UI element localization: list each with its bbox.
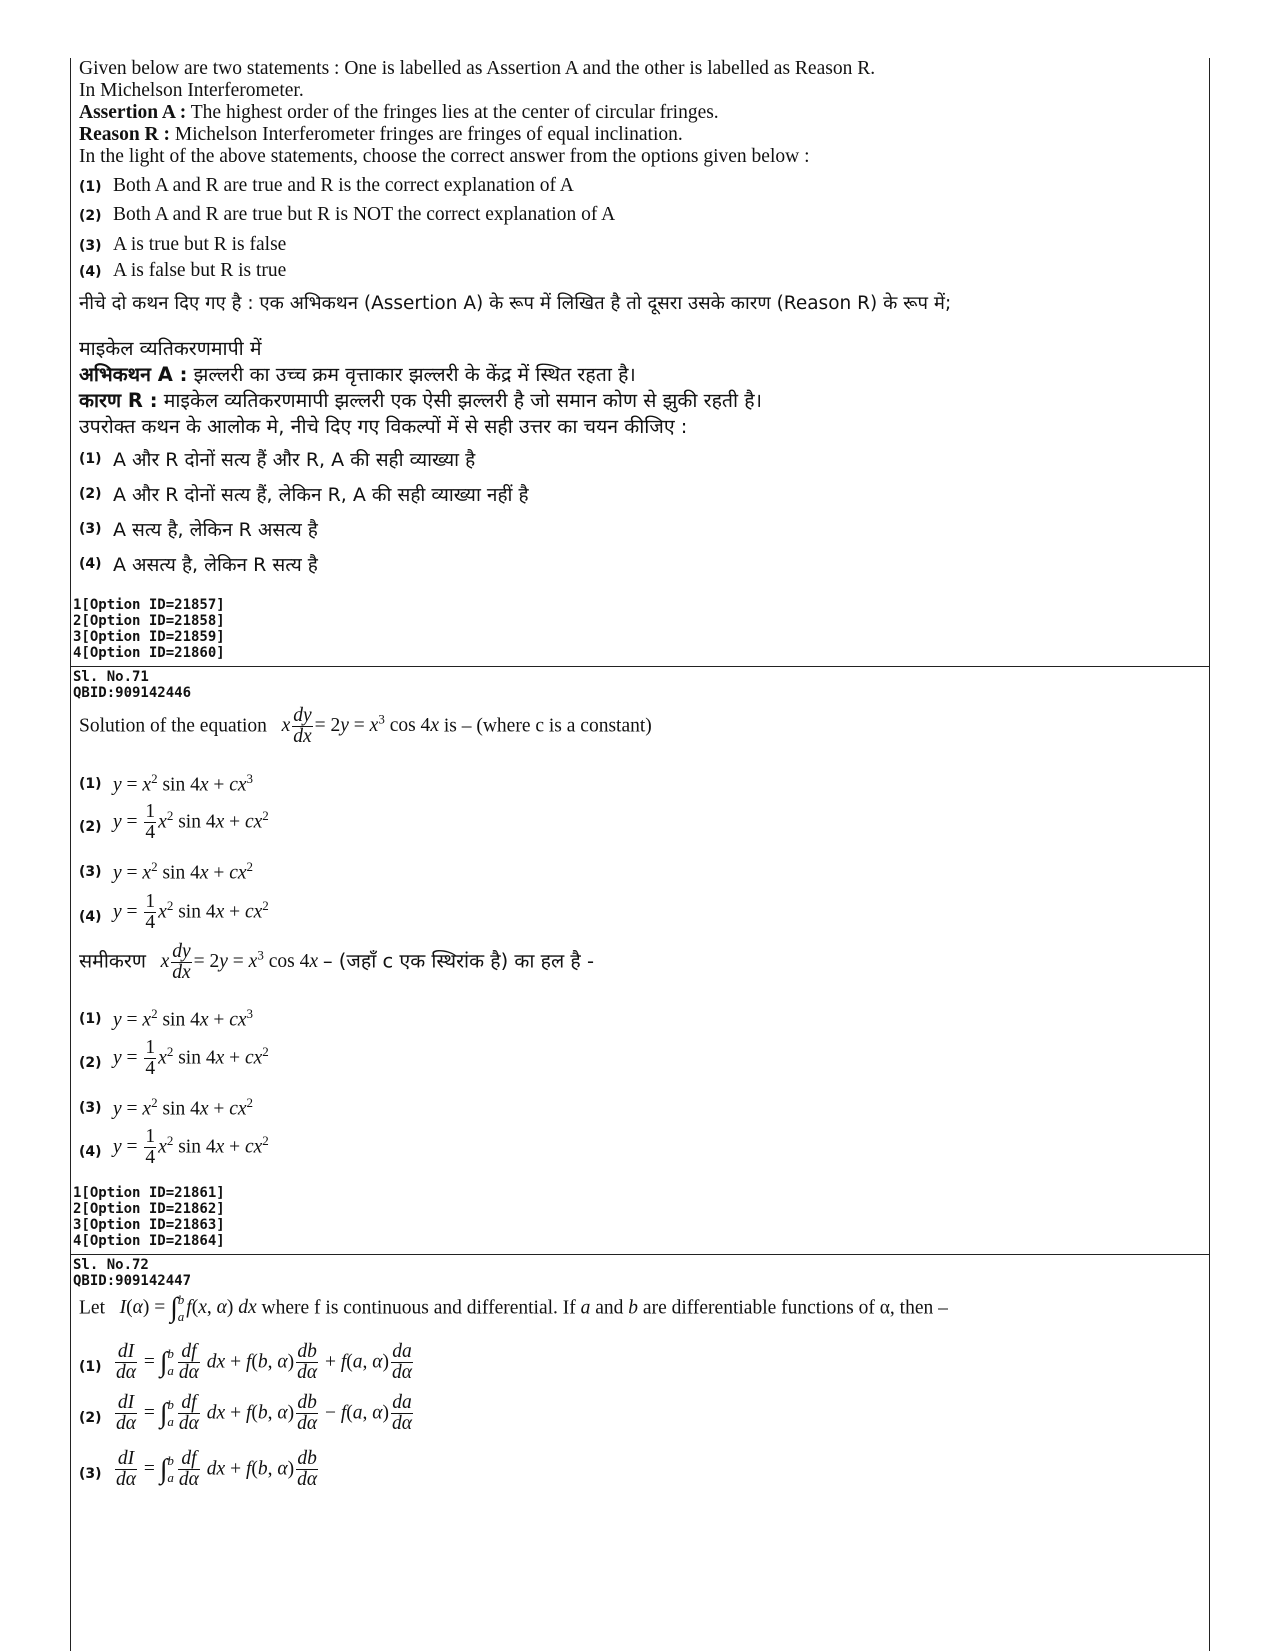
option-number: (1): [79, 776, 102, 792]
question-divider: [71, 1254, 1209, 1255]
reason-en: [79, 124, 683, 146]
option-formula: $\frac{dI}{d\alpha}$ = ∫ b a $\frac{df}{d\alpha}$ dx + f(b, α) $\frac{db}{d\alpha}$: [116, 1448, 318, 1491]
stem-text: are differentiable functions of α, then –: [642, 1297, 948, 1319]
option-number: (2): [79, 208, 102, 224]
option-text: Both A and R are true and R is the correct explanation of A: [113, 175, 574, 196]
option-id: 3[Option ID=21863]: [73, 1217, 225, 1233]
option-text: Both A and R are true but R is NOT the correct explanation of A: [113, 204, 616, 225]
reason-text: Michelson Interferometer fringes are fringes of equal inclination.: [170, 124, 683, 145]
option-number: (4): [79, 556, 102, 572]
option-text: A और R दोनों सत्य हैं, लेकिन R, A की सही व्याख्या नहीं है: [113, 484, 529, 506]
equation: x $\frac{dy}{dx}$ = $2y = x^3$ cos 4x: [150, 941, 318, 984]
stem-var: b: [628, 1297, 639, 1319]
assertion-en: [79, 102, 719, 124]
option-formula: y = $\frac{1}{4}$ $x^2$ $\sin 4x + cx^2$: [113, 891, 269, 934]
option-id: 3[Option ID=21859]: [73, 629, 225, 645]
option-text: A is true but R is false: [113, 234, 287, 255]
option-number: (2): [79, 1410, 102, 1426]
option-formula: y = $\frac{1}{4}$ $x^2$ $\sin 4x + cx^2$: [113, 1126, 269, 1169]
equation: I(α) = ∫ b a f(x, α) dx: [109, 1292, 257, 1324]
option-number: (2): [79, 486, 102, 502]
option-formula: $y = x^2$ $\sin 4x + cx^2$: [113, 859, 254, 884]
stem-text: and: [595, 1297, 624, 1319]
option-number: (3): [79, 521, 102, 537]
option-formula: $y = x^2$ $\sin 4x + cx^3$: [113, 771, 254, 796]
option-id: 4[Option ID=21860]: [73, 645, 225, 661]
question-divider: [71, 666, 1209, 667]
option-number: (3): [79, 864, 102, 880]
stem-var: a: [580, 1297, 591, 1319]
option-number: (2): [79, 1055, 102, 1071]
option-number: (4): [79, 909, 102, 925]
stem-text: – (जहाँ c एक स्थिरांक है) का हल है -: [322, 949, 595, 973]
assertion-text: The highest order of the fringes lies at the center of circular fringes.: [186, 102, 719, 123]
reason-label-hi: कारण R :: [79, 389, 158, 412]
option-formula: y = $\frac{1}{4}$ $x^2$ $\sin 4x + cx^2$: [113, 801, 269, 844]
context-en: In Michelson Interferometer.: [79, 80, 304, 101]
question-page: [70, 58, 1210, 1651]
stem-text: समीकरण: [79, 949, 146, 973]
qbid: QBID:909142446: [73, 685, 192, 701]
option-number: (4): [79, 1144, 102, 1160]
instruction-hi: उपरोक्त कथन के आलोक मे, नीचे दिए गए विकल्पों में से सही उत्तर का चयन कीजिए :: [79, 415, 688, 438]
equation: x $\frac{dy}{dx}$ = $2y = x^3$ cos 4x: [271, 705, 439, 748]
option-id: 2[Option ID=21858]: [73, 613, 225, 629]
reason-text-hi: माइकेल व्यतिकरणमापी झल्लरी एक ऐसी झल्लरी है जो समान कोण से झुकी रहती है।: [157, 389, 763, 412]
option-formula: $\frac{dI}{d\alpha}$ = ∫ b a $\frac{df}{d\alpha}$ dx + f(b, α) $\frac{db}{d\alpha}$ − f(a, α) $\frac{da}{d\alpha}$: [116, 1392, 413, 1435]
option-number: (1): [79, 1011, 102, 1027]
option-id-list: [73, 1185, 225, 1249]
assertion-label-hi: अभिकथन A :: [79, 363, 188, 386]
option-number: (1): [79, 1359, 102, 1375]
context-hi: माइकेल व्यतिकरणमापी में: [79, 337, 262, 360]
stem-text: Let: [79, 1297, 105, 1319]
option-formula: $y = x^2$ $\sin 4x + cx^2$: [113, 1095, 254, 1120]
serial-number: Sl. No.71: [73, 669, 149, 685]
option-id-list: [73, 597, 225, 661]
instruction-en: In the light of the above statements, choose the correct answer from the options given below :: [79, 146, 810, 167]
option-id: 1[Option ID=21857]: [73, 597, 225, 613]
reason-hi: [79, 386, 762, 413]
option-number: (3): [79, 1100, 102, 1116]
option-id: 4[Option ID=21864]: [73, 1233, 225, 1249]
question-stem-en: [79, 706, 652, 748]
option-number: (1): [79, 179, 102, 195]
stem-text: where f is continuous and differential. If: [261, 1297, 576, 1319]
option-text: A और R दोनों सत्य हैं और R, A की सही व्याख्या है: [113, 449, 476, 471]
reason-label: Reason R :: [79, 124, 170, 145]
option-number: (2): [79, 819, 102, 835]
question-stem: [79, 1292, 948, 1326]
assertion-label: Assertion A :: [79, 102, 187, 123]
option-number: (1): [79, 451, 102, 467]
option-formula: y = $\frac{1}{4}$ $x^2$ $\sin 4x + cx^2$: [113, 1037, 269, 1080]
option-id: 1[Option ID=21861]: [73, 1185, 225, 1201]
assertion-text-hi: झल्लरी का उच्च क्रम वृत्ताकार झल्लरी के केंद्र में स्थित रहता है।: [187, 363, 636, 386]
intro-hi: नीचे दो कथन दिए गए है : एक अभिकथन (Assertion A) के रूप में लिखित है तो दूसरा उसके कारण (Reason R) के रूप में;: [79, 293, 952, 314]
assertion-hi: [79, 360, 636, 387]
option-text: A असत्य है, लेकिन R सत्य है: [113, 554, 318, 576]
stem-text: is – (where c is a constant): [443, 715, 652, 737]
question-header: [73, 1257, 191, 1289]
serial-number: Sl. No.72: [73, 1257, 149, 1273]
question-header: [73, 669, 191, 701]
question-stem-hi: [79, 942, 594, 984]
option-number: (4): [79, 264, 102, 280]
option-number: (3): [79, 1466, 102, 1482]
option-formula: $\frac{dI}{d\alpha}$ = ∫ b a $\frac{df}{d\alpha}$ dx + f(b, α) $\frac{db}{d\alpha}$ + f(a, α) $\frac{da}{d\alpha}$: [116, 1341, 413, 1384]
option-number: (3): [79, 238, 102, 254]
qbid: QBID:909142447: [73, 1273, 192, 1289]
option-text: A is false but R is true: [113, 260, 287, 281]
intro-en: Given below are two statements : One is labelled as Assertion A and the other is labelled as Reason R.: [79, 58, 876, 79]
option-formula: $y = x^2$ $\sin 4x + cx^3$: [113, 1006, 254, 1031]
option-id: 2[Option ID=21862]: [73, 1201, 225, 1217]
option-text: A सत्य है, लेकिन R असत्य है: [113, 519, 318, 541]
stem-text: Solution of the equation: [79, 715, 267, 737]
